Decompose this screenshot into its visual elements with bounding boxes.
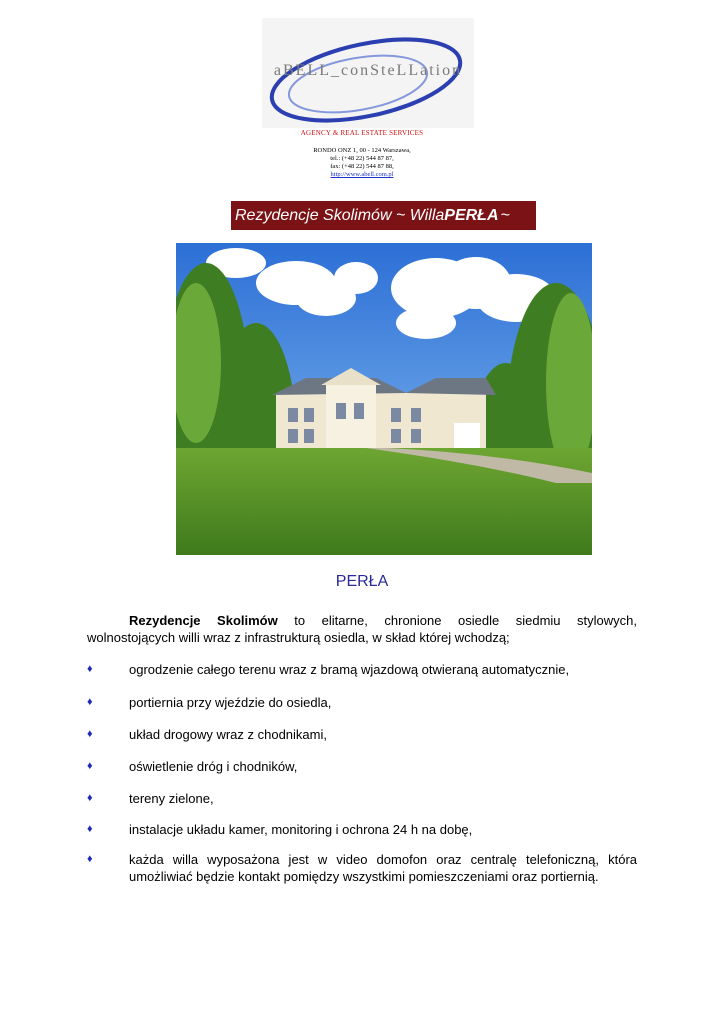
banner-suffix: ~	[500, 207, 510, 224]
website-link[interactable]: http://www.abell.com.pl	[330, 171, 394, 178]
list-item-text: instalacje układu kamer, monitoring i ochrona 24 h na dobę,	[129, 822, 473, 837]
banner-prefix: Rezydencje Skolimów ~ Willa	[235, 207, 445, 224]
diamond-bullet-icon: ♦	[87, 792, 93, 804]
banner-villa-name: PERŁA	[444, 207, 499, 224]
page-title: PERŁA	[335, 573, 389, 590]
address-line-1: RONDO ONZ 1, 00 - 124 Warszawa,	[313, 147, 411, 154]
agency-tagline: AGENCY & REAL ESTATE SERVICES	[300, 129, 424, 137]
list-item-text: portiernia przy wjeździe do osiedla,	[129, 695, 332, 710]
phone-line: tel.: (+48 22) 544 87 87,	[330, 155, 394, 162]
list-item-text: tereny zielone,	[129, 791, 214, 806]
list-item-text: ogrodzenie całego terenu wraz z bramą wjazdową otwieraną automatycznie,	[129, 662, 570, 677]
diamond-bullet-icon: ♦	[87, 760, 93, 772]
fax-line: fax: (+48 22) 544 87 88,	[330, 163, 394, 170]
diamond-bullet-icon: ♦	[87, 823, 93, 835]
villa-photo	[176, 243, 592, 555]
intro-text: to elitarne, chronione osiedle siedmiu stylowych, wolnostojących willi wraz z infrastrukturą osiedla, w skład której wchodzą;	[87, 613, 637, 645]
diamond-bullet-icon: ♦	[87, 728, 93, 740]
intro-bold: Rezydencje Skolimów	[129, 613, 278, 628]
title-banner	[231, 201, 536, 230]
diamond-bullet-icon: ♦	[87, 663, 93, 675]
logo-wordmark: aBELL_conSteLLation	[273, 62, 463, 79]
diamond-bullet-icon: ♦	[87, 853, 93, 865]
company-logo	[262, 18, 474, 128]
list-item-text: każda willa wyposażona jest w video domofon oraz centralę telefoniczną, która umożliwiać będzie kontakt pomiędzy wszystkimi pomieszczeniami oraz portiernią.	[129, 852, 637, 884]
list-item-text: układ drogowy wraz z chodnikami,	[129, 727, 327, 742]
list-item-text: oświetlenie dróg i chodników,	[129, 759, 298, 774]
diamond-bullet-icon: ♦	[87, 696, 93, 708]
website-line	[0, 171, 724, 180]
intro-paragraph	[87, 612, 637, 646]
